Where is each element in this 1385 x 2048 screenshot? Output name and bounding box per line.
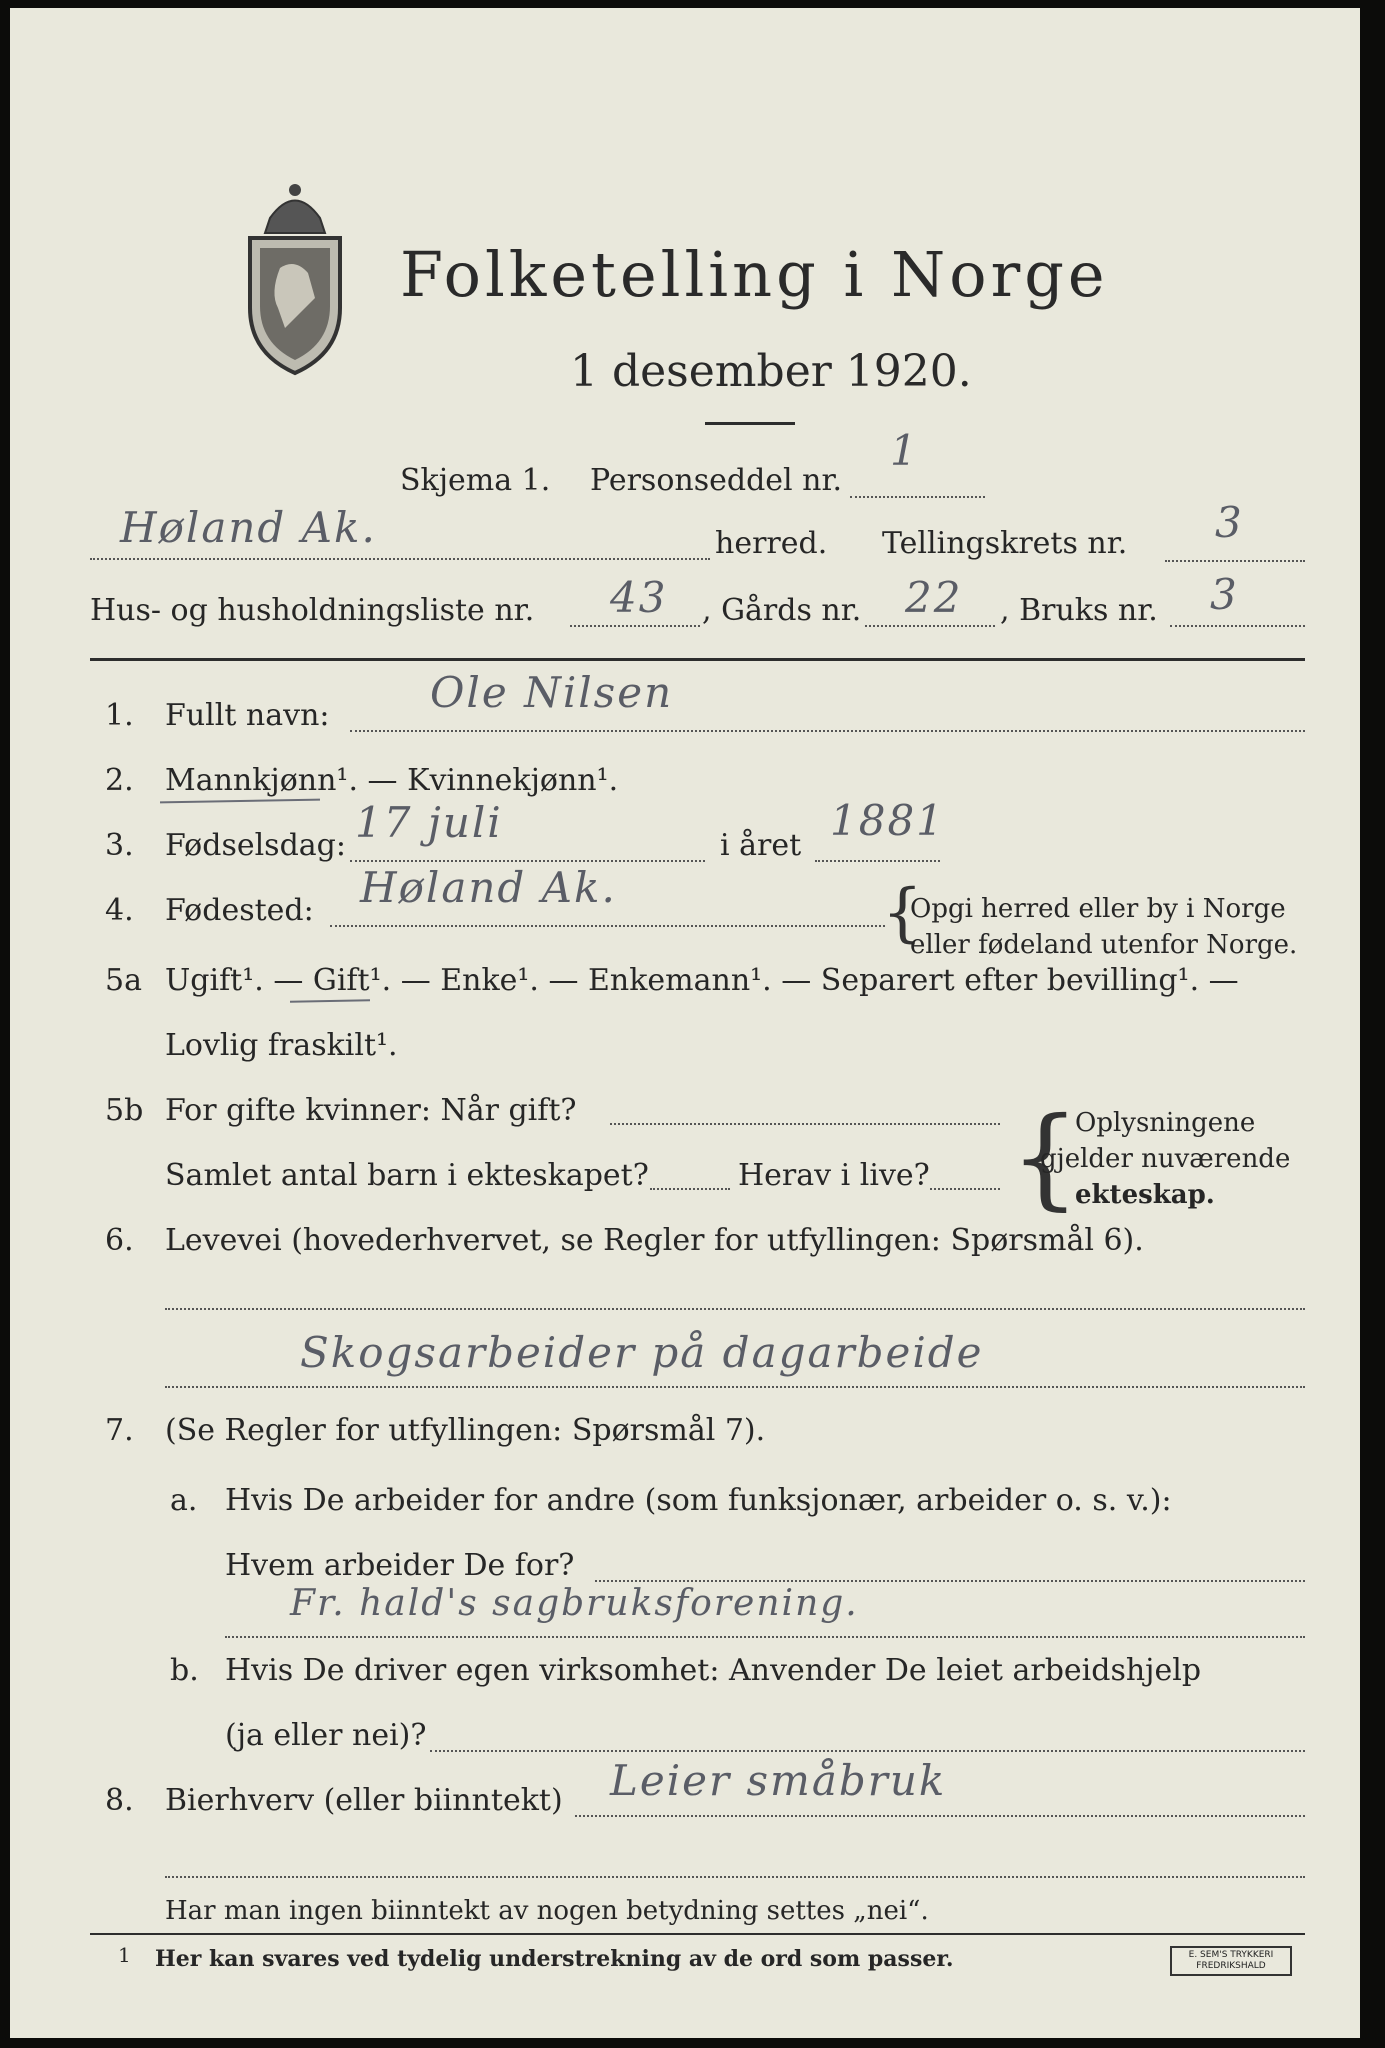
q7b-line2: (ja eller nei)? — [225, 1718, 427, 1753]
gards-value: 22 — [905, 573, 963, 622]
q5a-line1: Ugift¹. — Gift¹. — Enke¹. — Enkemann¹. — Separert efter bevilling¹. — — [165, 963, 1239, 998]
q7a-line2-dots — [225, 1636, 1305, 1638]
q7-number: 7. — [105, 1413, 134, 1448]
title-divider — [705, 422, 795, 425]
q5b-alive-line — [930, 1188, 1000, 1190]
q5b-note-line1: Oplysningene — [1075, 1108, 1256, 1138]
q6-line2 — [165, 1386, 1305, 1388]
q4-note-line1: Opgi herred eller by i Norge — [910, 894, 1286, 924]
q3-number: 3. — [105, 828, 134, 863]
q3-day-line — [350, 860, 705, 862]
gards-label: , Gårds nr. — [702, 593, 862, 628]
personseddel-label: Personseddel nr. — [590, 463, 843, 498]
gards-line — [865, 625, 995, 627]
q7a-value: Fr. hald's sagbruksforening. — [290, 1583, 859, 1624]
q7a-number: a. — [170, 1483, 198, 1518]
printer-stamp-line1: E. SEM'S TRYKKERI — [1188, 1950, 1274, 1960]
tellingskrets-value: 3 — [1215, 498, 1244, 547]
q5b-marriage-line — [610, 1123, 1000, 1125]
q4-label: Fødested: — [165, 893, 314, 928]
q8-line2 — [165, 1876, 1305, 1878]
skjema-label: Skjema 1. — [400, 463, 551, 498]
q1-value: Ole Nilsen — [430, 668, 674, 717]
q1-number: 1. — [105, 698, 134, 733]
q4-number: 4. — [105, 893, 134, 928]
q6-line1 — [165, 1308, 1305, 1310]
q6-value: Skogsarbeider på dagarbeide — [300, 1328, 984, 1377]
bruks-value: 3 — [1210, 570, 1239, 619]
q2-label: Mannkjønn¹. — Kvinnekjønn¹. — [165, 763, 619, 798]
q5a-number: 5a — [105, 963, 142, 998]
q7b-line — [430, 1750, 1305, 1752]
q3-year-line — [815, 860, 940, 862]
footer-rule — [90, 1933, 1305, 1935]
hus-line — [570, 625, 700, 627]
herred-label: herred. — [715, 526, 828, 561]
q7a-line — [595, 1580, 1305, 1582]
q2-mannkjonn-underline — [160, 799, 320, 804]
q5b-number: 5b — [105, 1093, 144, 1128]
q5b-note-line3: ekteskap. — [1075, 1180, 1215, 1210]
footnote-mark: 1 — [118, 1943, 131, 1967]
q8-number: 8. — [105, 1783, 134, 1818]
census-form-page — [10, 8, 1360, 2038]
q3-label: Fødselsdag: — [165, 828, 346, 863]
q5a-gift-underline — [290, 999, 370, 1002]
q5a-line2: Lovlig fraskilt¹. — [165, 1028, 398, 1063]
hus-label: Hus- og husholdningsliste nr. — [90, 593, 535, 628]
coat-of-arms-emblem — [230, 178, 360, 378]
q8-label: Bierhverv (eller biinntekt) — [165, 1783, 563, 1818]
q8-value: Leier småbruk — [610, 1756, 947, 1805]
herred-line — [90, 558, 710, 560]
q3-year-label: i året — [720, 828, 802, 863]
q7b-number: b. — [170, 1653, 199, 1688]
q4-line — [330, 925, 885, 927]
q4-value: Høland Ak. — [360, 863, 617, 912]
q1-label: Fullt navn: — [165, 698, 330, 733]
form-title: Folketelling i Norge — [400, 238, 1109, 311]
bruks-line — [1170, 625, 1305, 627]
q7a-line2: Hvem arbeider De for? — [225, 1548, 575, 1583]
q5b-line2a: Samlet antal barn i ekteskapet? — [165, 1158, 649, 1193]
tellingskrets-line — [1165, 560, 1305, 562]
q4-note-line2: eller fødeland utenfor Norge. — [910, 930, 1298, 960]
personseddel-value: 1 — [890, 426, 919, 475]
footnote-text: Her kan svares ved tydelig understrekning av de ord som passer. — [155, 1946, 954, 1972]
herred-value: Høland Ak. — [120, 503, 377, 552]
printer-stamp — [1170, 1946, 1292, 1976]
q5b-brace: { — [1010, 1093, 1080, 1221]
form-date: 1 desember 1920. — [570, 346, 972, 397]
header-rule — [90, 658, 1305, 661]
q3-year-value: 1881 — [830, 796, 945, 845]
q7b-line1: Hvis De driver egen virksomhet: Anvender De leiet arbeidshjelp — [225, 1653, 1202, 1688]
q5b-line2b: Herav i live? — [738, 1158, 930, 1193]
q5b-note-line2 — [1040, 1144, 1290, 1174]
q7-label: (Se Regler for utfyllingen: Spørsmål 7). — [165, 1413, 766, 1448]
q5b-children-line — [650, 1188, 730, 1190]
q1-line — [350, 730, 1305, 732]
q4-brace: { — [882, 876, 923, 950]
q5b-line1: For gifte kvinner: Når gift? — [165, 1093, 577, 1128]
q2-number: 2. — [105, 763, 134, 798]
q7a-line1: Hvis De arbeider for andre (som funksjonær, arbeider o. s. v.): — [225, 1483, 1172, 1518]
q5b-note-line2-text: gjelder nuværende — [1040, 1144, 1291, 1174]
personseddel-line — [850, 496, 985, 498]
q6-number: 6. — [105, 1223, 134, 1258]
bruks-label: , Bruks nr. — [1000, 593, 1158, 628]
q3-day-value: 17 juli — [355, 798, 503, 847]
biinntekt-note: Har man ingen biinntekt av nogen betydning settes „nei“. — [165, 1896, 929, 1926]
q6-label: Levevei (hovederhvervet, se Regler for utfyllingen: Spørsmål 6). — [165, 1223, 1144, 1258]
hus-value: 43 — [610, 573, 668, 622]
q8-line1 — [575, 1815, 1305, 1817]
tellingskrets-label: Tellingskrets nr. — [882, 526, 1128, 561]
printer-stamp-line2: FREDRIKSHALD — [1196, 1961, 1266, 1971]
